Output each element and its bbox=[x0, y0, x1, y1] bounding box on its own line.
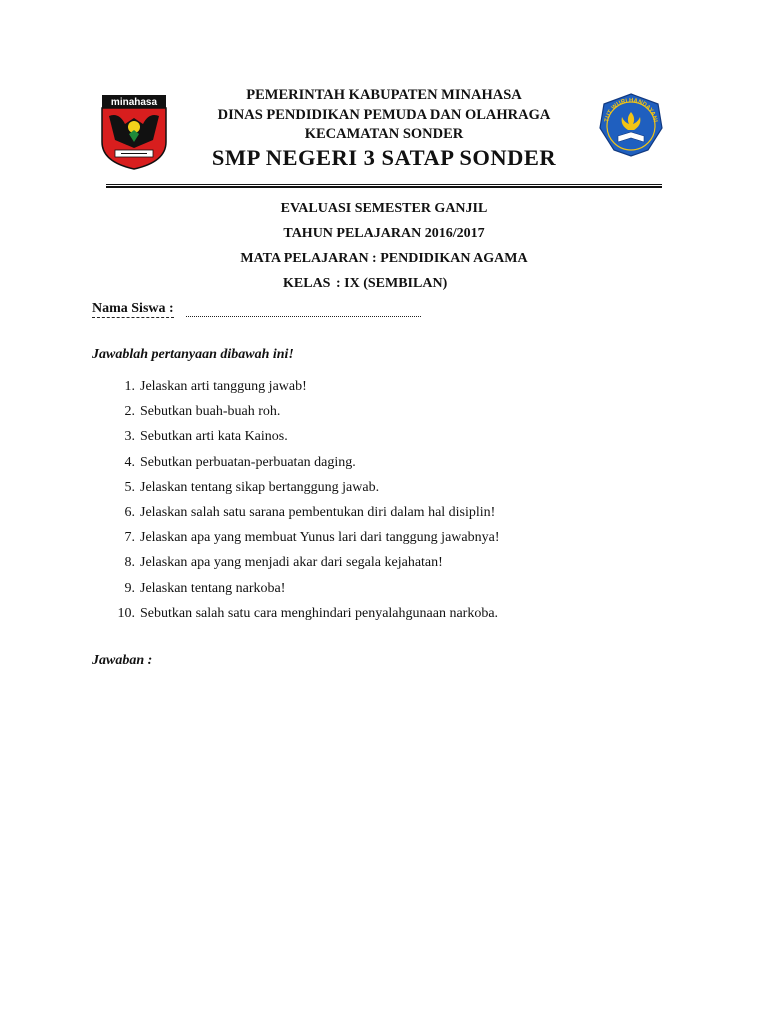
academic-year: TAHUN PELAJARAN 2016/2017 bbox=[283, 226, 485, 241]
logo-motto: TUT WURI HANDAYANI bbox=[604, 97, 658, 123]
list-item bbox=[92, 528, 652, 553]
question-list bbox=[92, 377, 652, 629]
question-text: Sebutkan buah-buah roh. bbox=[140, 404, 281, 420]
list-item bbox=[92, 604, 652, 629]
question-number: 3. bbox=[124, 429, 135, 445]
question-text: Sebutkan salah satu cara menghindari penyalahgunaan narkoba. bbox=[140, 605, 499, 621]
government-line: PEMERINTAH KABUPATEN MINAHASA bbox=[246, 87, 522, 103]
student-name-label: Nama Siswa : bbox=[92, 301, 174, 316]
question-text: Jelaskan tentang sikap bertanggung jawab. bbox=[140, 479, 380, 495]
list-item bbox=[92, 503, 652, 528]
department-line: DINAS PENDIDIKAN PEMUDA DAN OLAHRAGA bbox=[217, 107, 551, 123]
subject-line: MATA PELAJARAN : PENDIDIKAN AGAMA bbox=[240, 251, 528, 266]
question-text: Jelaskan salah satu sarana pembentukan diri dalam hal disiplin! bbox=[140, 504, 496, 520]
question-number: 5. bbox=[124, 479, 135, 495]
question-text: Jelaskan tentang narkoba! bbox=[140, 580, 286, 596]
district-line: KECAMATAN SONDER bbox=[304, 126, 464, 142]
list-item bbox=[92, 402, 652, 427]
list-item bbox=[92, 377, 652, 402]
list-item bbox=[92, 453, 652, 478]
question-number: 1. bbox=[124, 379, 135, 394]
question-text: Sebutkan arti kata Kainos. bbox=[140, 429, 288, 445]
school-name: SMP NEGERI 3 SATAP SONDER bbox=[211, 145, 557, 170]
list-item bbox=[92, 579, 652, 604]
question-number: 7. bbox=[124, 530, 135, 546]
instruction-text: Jawablah pertanyaan dibawah ini! bbox=[92, 347, 294, 362]
exam-title: EVALUASI SEMESTER GANJIL bbox=[280, 201, 488, 216]
class-value: : IX (SEMBILAN) bbox=[336, 276, 448, 291]
question-number: 6. bbox=[124, 504, 135, 520]
crest-text: minahasa bbox=[110, 97, 158, 108]
question-number: 4. bbox=[124, 454, 135, 470]
header-divider-thin bbox=[106, 184, 662, 185]
list-item bbox=[92, 427, 652, 452]
question-text: Jelaskan arti tanggung jawab! bbox=[140, 379, 307, 394]
student-name-field[interactable] bbox=[186, 304, 421, 317]
question-text: Jelaskan apa yang menjadi akar dari segala kejahatan! bbox=[140, 555, 443, 571]
answer-label: Jawaban : bbox=[92, 653, 153, 668]
header-divider-thick bbox=[106, 186, 662, 188]
question-number: 8. bbox=[124, 555, 135, 571]
question-number: 9. bbox=[124, 580, 135, 596]
question-text: Sebutkan perbuatan-perbuatan daging. bbox=[140, 454, 356, 470]
question-text: Jelaskan apa yang membuat Yunus lari dari tanggung jawabnya! bbox=[140, 530, 500, 546]
question-number: 10. bbox=[117, 605, 135, 621]
class-label: KELAS bbox=[283, 276, 331, 291]
list-item bbox=[92, 553, 652, 578]
list-item bbox=[92, 478, 652, 503]
question-number: 2. bbox=[124, 404, 135, 420]
